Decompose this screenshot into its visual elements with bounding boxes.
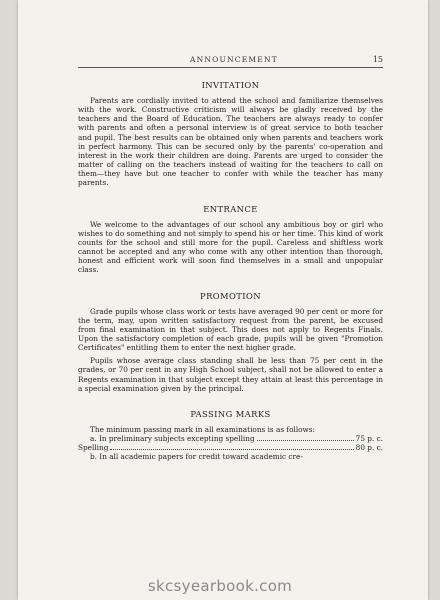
passing-mark-row-spelling [78,443,383,452]
page-body [78,80,383,462]
heading-entrance: ENTRANCE [203,203,258,214]
passing-mark-value: 75 p. c. [355,434,383,444]
passing-mark-value: 80 p. c. [355,443,383,453]
paragraph-promotion-2: Pupils whose average class standing shall be less than 75 per cent in the grades, or 70 per cent in any High School subject, shall not be allowed to enter a Regents examination in that subject except they attain at least this percentage in a special examination given by the principal. [78,356,383,393]
header-rule [78,67,383,68]
section-promotion [78,291,383,393]
passing-mark-label: a. In preliminary subjects excepting spelling [90,434,255,444]
heading-invitation: INVITATION [201,80,260,90]
running-header-title: ANNOUNCEMENT [190,55,278,64]
page-number: 15 [372,55,383,64]
watermark-text: skcsyearbook.com [147,577,293,595]
dot-leader [110,443,353,450]
document-page [18,0,428,600]
heading-passing-marks: PASSING MARKS [190,408,271,419]
paragraph-promotion-1: Grade pupils whose class work or tests have averaged 90 per cent or more for the term, may, upon written satisfactory request from the parent, be excused from final examination in that subject. This does not apply to Regents Finals. Upon the satisfactory completion of each grade, pupils will be given "Promotion Certificates" entitling them to enter the next higher grade. [78,306,383,353]
paragraph-entrance: We welcome to the advantages of our school any ambitious boy or girl who wishes to do something and not simply to spend his or her time. This kind of work counts for the school and still more for the pupil. Careless and shiftless work cannot be accepted and any who come with any other intention than thorough, honest and efficient work will soon find themselves in a small and unpopular class. [78,219,383,275]
dot-leader [257,434,354,441]
section-entrance [78,204,383,275]
passing-mark-row-preliminary [78,434,383,443]
section-passing-marks [78,409,383,462]
passing-marks-item-b: b. In all academic papers for credit toward academic cre- [90,452,303,462]
section-invitation [78,80,383,188]
passing-marks-intro: The minimum passing mark in all examinations is as follows: [90,424,315,434]
paragraph-invitation: Parents are cordially invited to attend the school and familiarize themselves with the work. Constructive criticism will always be gladly received by the teachers and the Board of Education. The teachers are always ready to confer with parents and often a personal interview is of great service to both teacher and pupil. The best results can be obtained only when parents and teachers work in perfect harmony. This can be secured only by the parents' co-operation and interest in the work their children are doing. Parents are urged to consider the matter of calling on the teachers instead of waiting for the teachers to call on them—they have but one teacher to confer with while the teacher has many parents. [78,96,383,188]
passing-mark-label: Spelling [78,443,109,453]
heading-promotion: PROMOTION [200,290,261,301]
